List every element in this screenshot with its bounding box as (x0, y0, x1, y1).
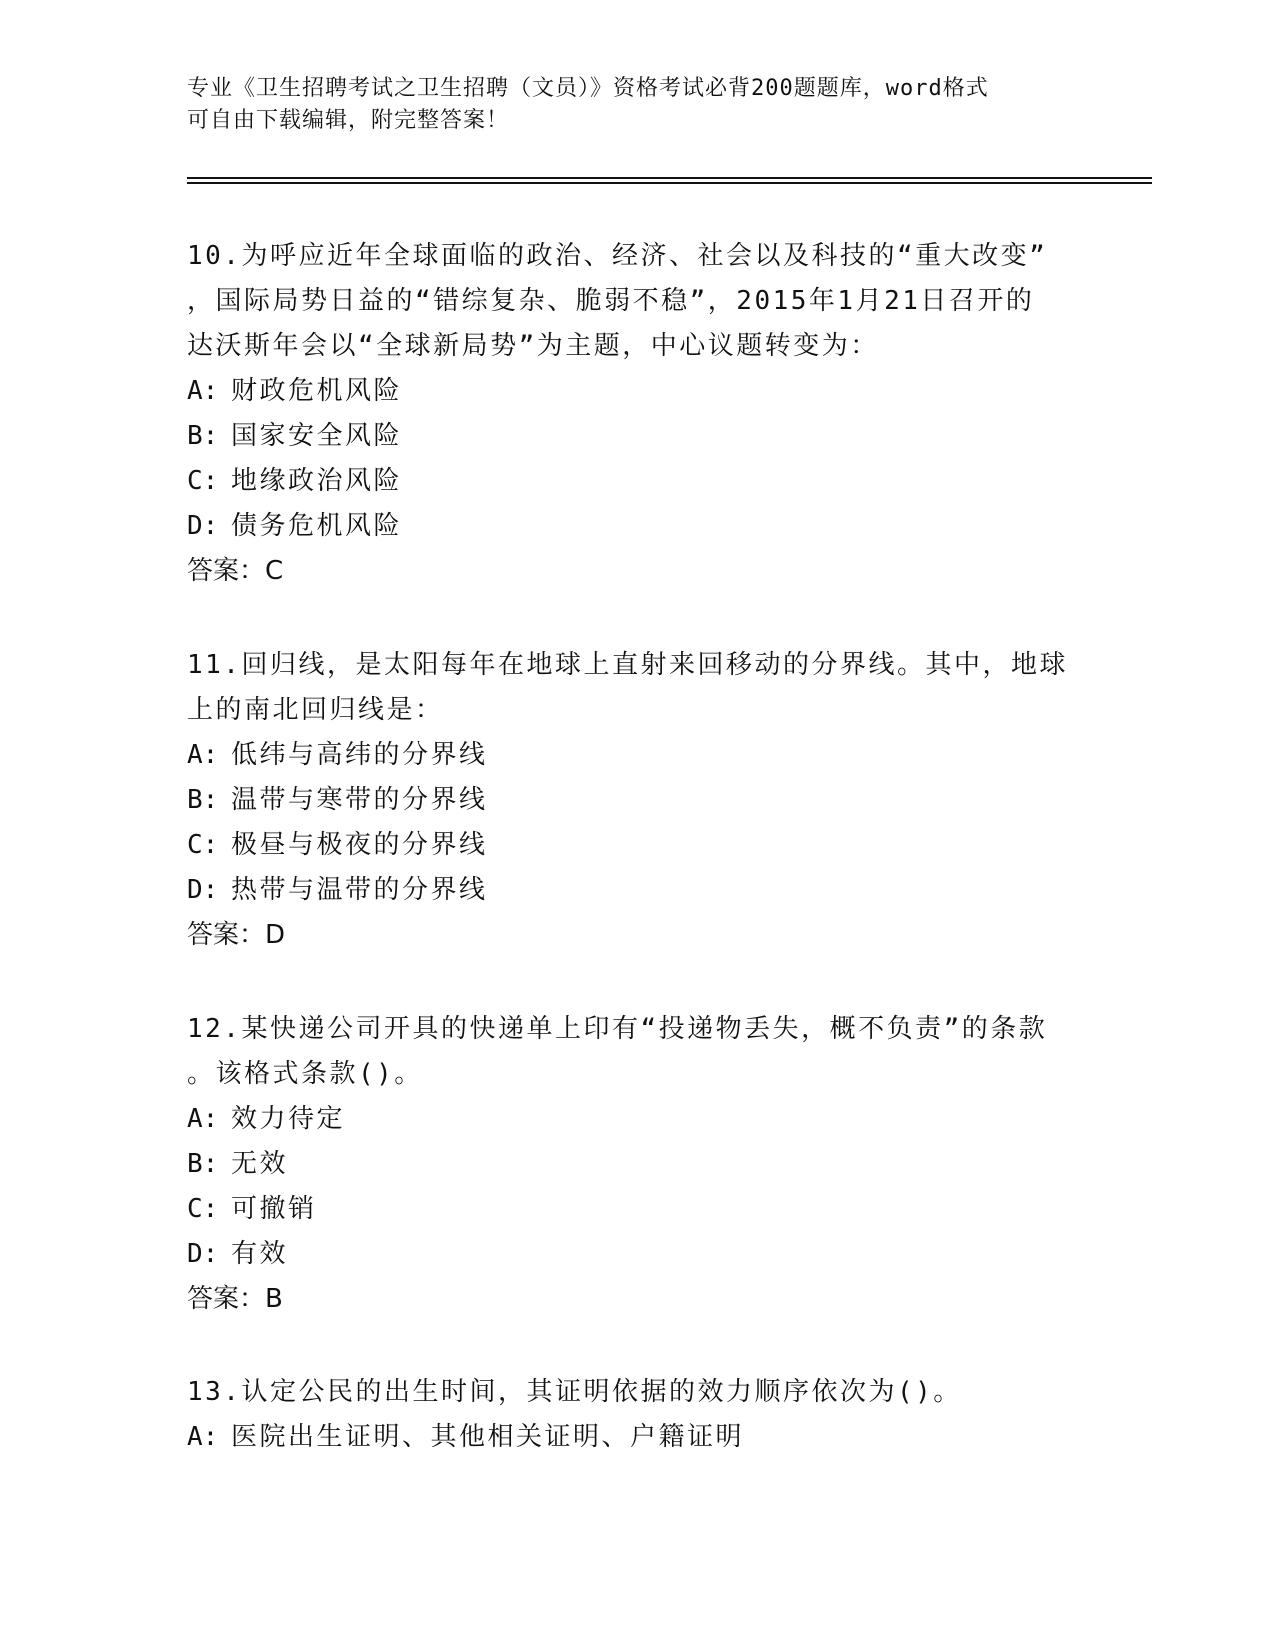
option-letter: B: (187, 421, 219, 451)
option-text: 地缘政治风险 (231, 466, 403, 496)
stem-line: 12.某快递公司开具的快递单上印有“投递物丢失，概不负责”的条款 (187, 1014, 1048, 1044)
option-letter: C: (187, 466, 219, 496)
stem-line: 达沃斯年会以“全球新局势”为主题，中心议题转变为： (187, 331, 879, 361)
stem-line: 11.回归线，是太阳每年在地球上直射来回移动的分界线。其中，地球 (187, 650, 1068, 680)
option-letter: A: (187, 1104, 219, 1134)
option-c (187, 1187, 1087, 1232)
option-d (187, 1232, 1087, 1277)
header-rule-bottom (187, 182, 1152, 184)
option-letter: A: (187, 376, 219, 406)
header-line-1: 专业《卫生招聘考试之卫生招聘（文员）》资格考试必背200题题库，word格式 (187, 76, 989, 101)
option-a (187, 1097, 1087, 1142)
option-text: 财政危机风险 (231, 376, 403, 406)
question-stem (187, 234, 1087, 369)
option-letter: B: (187, 1149, 219, 1179)
header-line-2: 可自由下载编辑，附完整答案！ (187, 108, 510, 133)
option-text: 温带与寒带的分界线 (231, 785, 488, 815)
option-letter: D: (187, 511, 219, 541)
question-13 (187, 1370, 1087, 1460)
option-text: 极昼与极夜的分界线 (231, 830, 488, 860)
option-text: 无效 (231, 1149, 289, 1179)
option-text: 债务危机风险 (231, 511, 403, 541)
question-stem (187, 1370, 1087, 1415)
option-text: 效力待定 (231, 1104, 346, 1134)
stem-line: 10.为呼应近年全球面临的政治、经济、社会以及科技的“重大改变” (187, 241, 1048, 271)
stem-line: 上的南北回归线是： (187, 695, 444, 725)
option-letter: C: (187, 1194, 219, 1224)
option-text: 低纬与高纬的分界线 (231, 740, 488, 770)
option-text: 有效 (231, 1239, 289, 1269)
option-text: 热带与温带的分界线 (231, 875, 488, 905)
question-stem (187, 1007, 1087, 1097)
question-10 (187, 234, 1087, 594)
option-text: 可撤销 (231, 1194, 317, 1224)
option-d (187, 504, 1087, 549)
option-a (187, 1415, 1087, 1460)
option-letter: A: (187, 740, 219, 770)
option-b (187, 414, 1087, 459)
stem-line: 13.认定公民的出生时间，其证明依据的效力顺序依次为()。 (187, 1377, 962, 1407)
option-d (187, 868, 1087, 913)
option-letter: D: (187, 1239, 219, 1269)
document-header (187, 73, 1067, 137)
question-11 (187, 643, 1087, 958)
header-rule-top (187, 177, 1152, 179)
answer-line: 答案：D (187, 920, 286, 950)
question-12 (187, 1007, 1087, 1322)
option-text: 国家安全风险 (231, 421, 403, 451)
option-letter: A: (187, 1422, 219, 1452)
option-b (187, 778, 1087, 823)
option-letter: D: (187, 875, 219, 905)
option-b (187, 1142, 1087, 1187)
question-stem (187, 643, 1087, 733)
option-letter: C: (187, 830, 219, 860)
stem-line: 。该格式条款()。 (187, 1059, 423, 1089)
option-text: 医院出生证明、其他相关证明、户籍证明 (231, 1422, 745, 1452)
answer-line: 答案：C (187, 556, 284, 586)
answer-line: 答案：B (187, 1284, 283, 1314)
stem-line: ，国际局势日益的“错综复杂、脆弱不稳”，2015年1月21日召开的 (187, 286, 1035, 316)
option-a (187, 733, 1087, 778)
option-a (187, 369, 1087, 414)
option-letter: B: (187, 785, 219, 815)
option-c (187, 823, 1087, 868)
option-c (187, 459, 1087, 504)
